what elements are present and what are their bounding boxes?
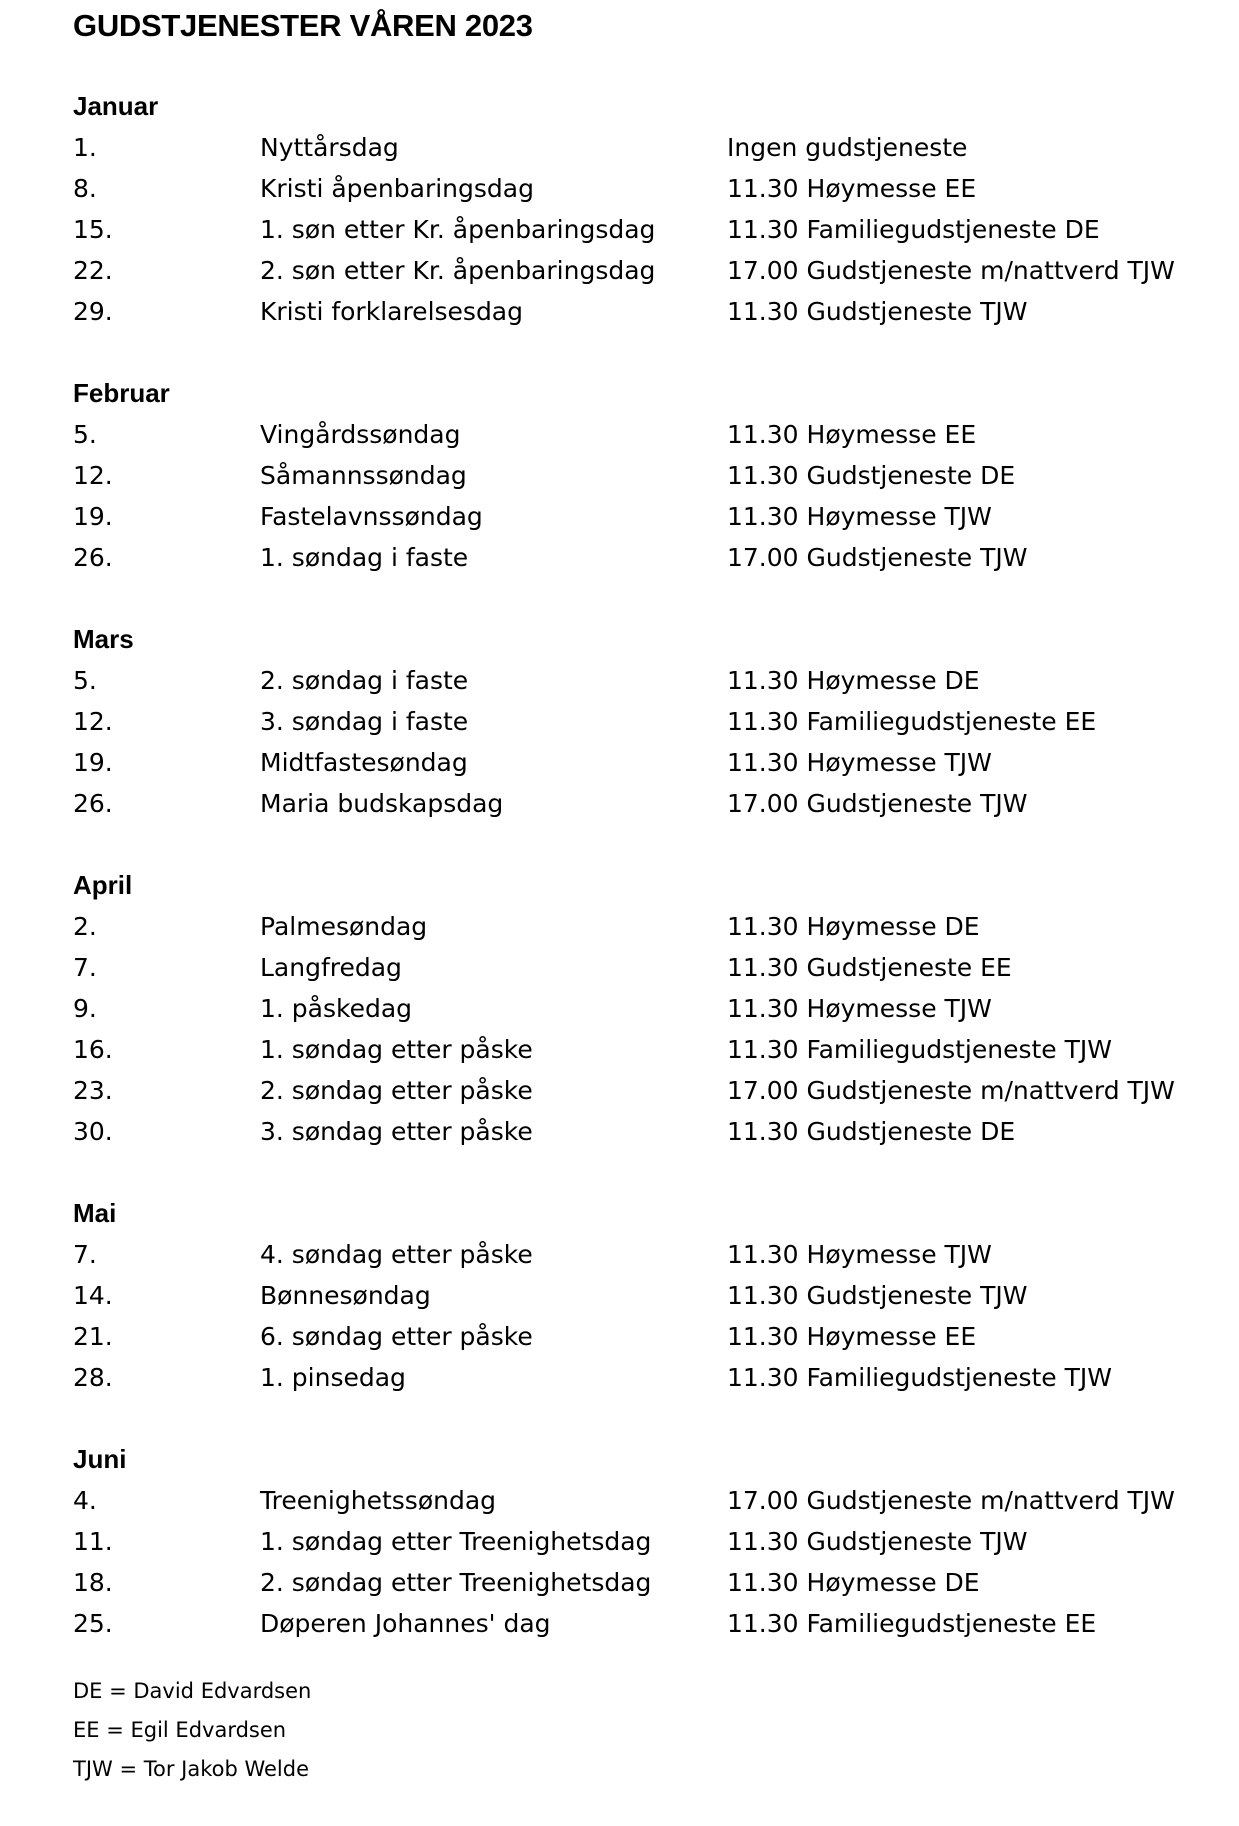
schedule-row: [73, 1111, 1193, 1152]
service-cell: 11.30 Høymesse TJW: [727, 502, 992, 531]
liturgical-day-cell: 1. søndag etter påske: [260, 1035, 533, 1064]
month-section: [73, 865, 1193, 1152]
liturgical-day-cell: 6. søndag etter påske: [260, 1322, 533, 1351]
service-cell: 11.30 Gudstjeneste TJW: [727, 1281, 1028, 1310]
service-cell: 11.30 Høymesse DE: [727, 1568, 980, 1597]
liturgical-day-cell: 1. påskedag: [260, 994, 413, 1023]
date-cell: 23.: [73, 1076, 113, 1105]
liturgical-day-cell: Langfredag: [260, 953, 402, 982]
date-cell: 5.: [73, 666, 97, 695]
schedule-row: [73, 291, 1193, 332]
liturgical-day-cell: Palmesøndag: [260, 912, 428, 941]
liturgical-day-cell: Nyttårsdag: [260, 133, 399, 162]
liturgical-day-cell: Såmannssøndag: [260, 461, 467, 490]
month-heading: April: [73, 870, 133, 900]
service-cell: 11.30 Gudstjeneste EE: [727, 953, 1012, 982]
schedule-row: [73, 783, 1193, 824]
date-cell: 25.: [73, 1609, 113, 1638]
liturgical-day-cell: 3. søndag i faste: [260, 707, 469, 736]
service-cell: 11.30 Høymesse EE: [727, 1322, 977, 1351]
date-cell: 9.: [73, 994, 97, 1023]
date-cell: 22.: [73, 256, 113, 285]
liturgical-day-cell: Kristi åpenbaringsdag: [260, 174, 534, 203]
month-heading: Februar: [73, 378, 170, 408]
service-cell: 11.30 Høymesse DE: [727, 912, 980, 941]
schedule-row: [73, 414, 1193, 455]
service-cell: 17.00 Gudstjeneste TJW: [727, 789, 1028, 818]
service-cell: 11.30 Familiegudstjeneste EE: [727, 1609, 1097, 1638]
service-cell: 11.30 Høymesse TJW: [727, 1240, 992, 1269]
schedule-row: [73, 660, 1193, 701]
month-heading: Mars: [73, 624, 134, 654]
schedule-row: [73, 1029, 1193, 1070]
legend: [73, 1672, 1193, 1789]
month-heading: Januar: [73, 91, 159, 121]
date-cell: 30.: [73, 1117, 113, 1146]
service-cell: 11.30 Gudstjeneste DE: [727, 1117, 1016, 1146]
date-cell: 28.: [73, 1363, 113, 1392]
liturgical-day-cell: 1. søn etter Kr. åpenbaringsdag: [260, 215, 656, 244]
service-cell: 17.00 Gudstjeneste m/nattverd TJW: [727, 1076, 1175, 1105]
service-cell: 11.30 Familiegudstjeneste EE: [727, 707, 1097, 736]
liturgical-day-cell: Døperen Johannes' dag: [260, 1609, 551, 1638]
service-cell: 17.00 Gudstjeneste TJW: [727, 543, 1028, 572]
date-cell: 11.: [73, 1527, 113, 1556]
date-cell: 4.: [73, 1486, 97, 1515]
liturgical-day-cell: Treenighetssøndag: [260, 1486, 497, 1515]
liturgical-day-cell: 1. pinsedag: [260, 1363, 406, 1392]
schedule-row: [73, 1070, 1193, 1111]
service-cell: 11.30 Høymesse TJW: [727, 994, 992, 1023]
schedule-row: [73, 1316, 1193, 1357]
schedule-row: [73, 1562, 1193, 1603]
schedule-row: [73, 537, 1193, 578]
service-cell: 11.30 Familiegudstjeneste TJW: [727, 1363, 1112, 1392]
liturgical-day-cell: 2. søn etter Kr. åpenbaringsdag: [260, 256, 656, 285]
date-cell: 5.: [73, 420, 97, 449]
liturgical-day-cell: Maria budskapsdag: [260, 789, 504, 818]
service-cell: 11.30 Gudstjeneste DE: [727, 461, 1016, 490]
schedule-row: [73, 988, 1193, 1029]
service-cell: 11.30 Høymesse EE: [727, 420, 977, 449]
month-section: [73, 86, 1193, 332]
date-cell: 29.: [73, 297, 113, 326]
liturgical-day-cell: 2. søndag i faste: [260, 666, 469, 695]
month-heading: Juni: [73, 1444, 127, 1474]
liturgical-day-cell: 3. søndag etter påske: [260, 1117, 533, 1146]
legend-item: DE = David Edvardsen: [73, 1679, 312, 1703]
date-cell: 14.: [73, 1281, 113, 1310]
schedule-row: [73, 209, 1193, 250]
liturgical-day-cell: 4. søndag etter påske: [260, 1240, 533, 1269]
date-cell: 8.: [73, 174, 97, 203]
date-cell: 15.: [73, 215, 113, 244]
schedule-row: [73, 496, 1193, 537]
schedule-row: [73, 742, 1193, 783]
date-cell: 26.: [73, 789, 113, 818]
date-cell: 18.: [73, 1568, 113, 1597]
liturgical-day-cell: Fastelavnssøndag: [260, 502, 483, 531]
liturgical-day-cell: 1. søndag etter Treenighetsdag: [260, 1527, 652, 1556]
schedule-row: [73, 1521, 1193, 1562]
service-cell: 11.30 Høymesse DE: [727, 666, 980, 695]
service-cell: 11.30 Høymesse EE: [727, 174, 977, 203]
date-cell: 1.: [73, 133, 97, 162]
liturgical-day-cell: 2. søndag etter Treenighetsdag: [260, 1568, 652, 1597]
date-cell: 2.: [73, 912, 97, 941]
schedule-row: [73, 455, 1193, 496]
schedule-row: [73, 1480, 1193, 1521]
liturgical-day-cell: 2. søndag etter påske: [260, 1076, 533, 1105]
service-cell: Ingen gudstjeneste: [727, 133, 968, 162]
page-title: GUDSTJENESTER VÅREN 2023: [73, 8, 533, 43]
schedule-document: [73, 6, 1193, 1789]
month-section: [73, 619, 1193, 824]
service-cell: 17.00 Gudstjeneste m/nattverd TJW: [727, 1486, 1175, 1515]
date-cell: 26.: [73, 543, 113, 572]
schedule-row: [73, 906, 1193, 947]
service-cell: 11.30 Høymesse TJW: [727, 748, 992, 777]
date-cell: 12.: [73, 461, 113, 490]
date-cell: 12.: [73, 707, 113, 736]
date-cell: 7.: [73, 1240, 97, 1269]
legend-item: TJW = Tor Jakob Welde: [73, 1757, 310, 1781]
month-section: [73, 1193, 1193, 1398]
date-cell: 19.: [73, 502, 113, 531]
schedule-row: [73, 250, 1193, 291]
liturgical-day-cell: 1. søndag i faste: [260, 543, 469, 572]
date-cell: 7.: [73, 953, 97, 982]
date-cell: 21.: [73, 1322, 113, 1351]
schedule-row: [73, 1357, 1193, 1398]
month-section: [73, 1439, 1193, 1644]
service-cell: 11.30 Gudstjeneste TJW: [727, 1527, 1028, 1556]
month-list: [73, 86, 1193, 1644]
schedule-row: [73, 1275, 1193, 1316]
service-cell: 11.30 Familiegudstjeneste DE: [727, 215, 1100, 244]
schedule-row: [73, 947, 1193, 988]
schedule-row: [73, 1603, 1193, 1644]
schedule-row: [73, 127, 1193, 168]
schedule-row: [73, 168, 1193, 209]
schedule-row: [73, 701, 1193, 742]
service-cell: 11.30 Gudstjeneste TJW: [727, 297, 1028, 326]
liturgical-day-cell: Bønnesøndag: [260, 1281, 431, 1310]
service-cell: 17.00 Gudstjeneste m/nattverd TJW: [727, 256, 1175, 285]
month-heading: Mai: [73, 1198, 117, 1228]
liturgical-day-cell: Midtfastesøndag: [260, 748, 468, 777]
liturgical-day-cell: Kristi forklarelsesdag: [260, 297, 524, 326]
month-section: [73, 373, 1193, 578]
schedule-row: [73, 1234, 1193, 1275]
service-cell: 11.30 Familiegudstjeneste TJW: [727, 1035, 1112, 1064]
date-cell: 16.: [73, 1035, 113, 1064]
legend-item: EE = Egil Edvardsen: [73, 1718, 287, 1742]
liturgical-day-cell: Vingårdssøndag: [260, 420, 461, 449]
date-cell: 19.: [73, 748, 113, 777]
